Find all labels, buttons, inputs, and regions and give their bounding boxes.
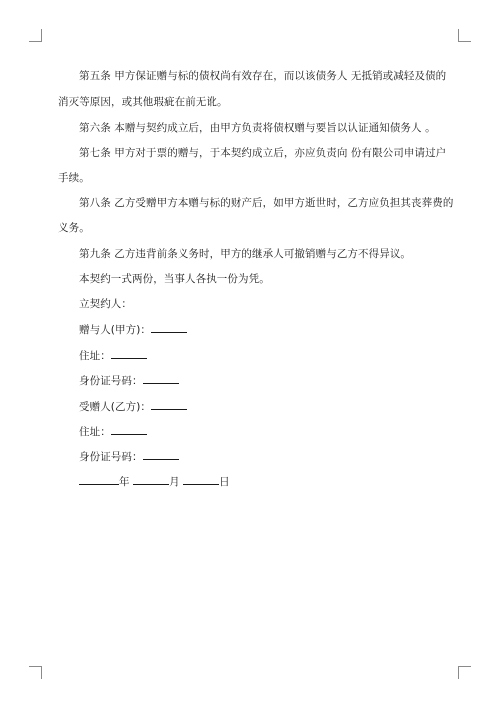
donor-id-label: 身份证号码： — [79, 375, 143, 387]
day-label: 日 — [219, 476, 230, 488]
article-8-line-2: 义务。 — [58, 222, 90, 234]
corner-mark-top-right — [458, 29, 471, 42]
signatories-heading: 立契约人： — [79, 298, 132, 310]
donor-line — [79, 322, 187, 337]
donee-id-blank — [143, 449, 179, 460]
donor-label: 赠与人(甲方)： — [79, 324, 151, 336]
article-7-line-2: 手续。 — [58, 172, 90, 184]
year-label: 年 — [119, 476, 130, 488]
donor-id-line — [79, 373, 179, 388]
donor-address-label: 住址： — [79, 350, 111, 362]
donor-name-blank — [151, 322, 187, 333]
donor-id-blank — [143, 373, 179, 384]
year-blank — [79, 474, 119, 485]
corner-mark-bottom-right — [458, 666, 471, 679]
corner-mark-top-left — [29, 29, 42, 42]
donee-name-blank — [151, 399, 187, 410]
article-8-line-1: 第八条 乙方受赠甲方本赠与标的财产后，如甲方逝世时，乙方应负担其丧葬费的 — [79, 197, 454, 209]
article-7-line-1: 第七条 甲方对于票的赠与，于本契约成立后，亦应负责向 份有限公司申请过户 — [79, 147, 447, 159]
donee-label: 受赠人(乙方)： — [79, 401, 151, 413]
donee-id-line — [79, 449, 179, 464]
month-blank — [133, 474, 169, 485]
donor-address-line — [79, 348, 147, 363]
copies-clause: 本契约一式两份，当事人各执一份为凭。 — [79, 273, 270, 285]
donee-address-line — [79, 424, 147, 439]
donor-address-blank — [111, 348, 147, 359]
donee-address-label: 住址： — [79, 426, 111, 438]
day-blank — [183, 474, 219, 485]
article-9: 第九条 乙方违背前条义务时，甲方的继承人可撤销赠与乙方不得异议。 — [79, 248, 412, 260]
article-5-line-1: 第五条 甲方保证赠与标的债权尚有效存在，而以该债务人 无抵销或减轻及债的 — [79, 70, 447, 82]
article-6: 第六条 本赠与契约成立后，由甲方负责将债权赠与要旨以认证通知债务人 。 — [79, 122, 436, 134]
corner-mark-bottom-left — [29, 666, 42, 679]
donee-address-blank — [111, 424, 147, 435]
article-5-line-2: 消灭等原因，或其他瑕疵在前无讹。 — [58, 96, 228, 108]
date-line — [79, 474, 230, 489]
month-label: 月 — [169, 476, 180, 488]
donee-line — [79, 399, 187, 414]
donee-id-label: 身份证号码： — [79, 451, 143, 463]
